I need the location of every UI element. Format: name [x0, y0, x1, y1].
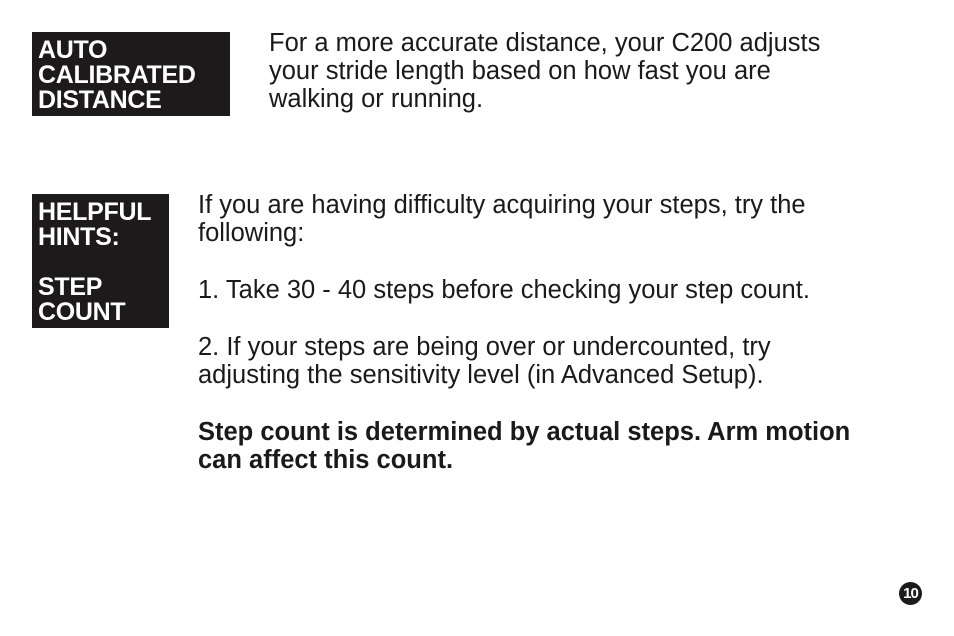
text-line: 2. If your steps are being over or undercounted, try	[198, 333, 771, 361]
label-line: HINTS:	[38, 223, 120, 251]
label-line: STEP	[38, 273, 103, 301]
label-line: DISTANCE	[38, 86, 162, 114]
text-line: walking or running.	[269, 85, 484, 113]
hints-intro-paragraph	[198, 191, 806, 247]
text-line: 1. Take 30 - 40 steps before checking your step count.	[198, 276, 810, 304]
hint-item-2	[198, 333, 771, 389]
label-line: HELPFUL	[38, 198, 152, 226]
label-line: AUTO	[38, 36, 108, 64]
page-number-badge: 10	[899, 582, 922, 605]
hint-item-1	[198, 276, 810, 304]
label-line: CALIBRATED	[38, 61, 196, 89]
auto-calibrated-distance-label	[32, 32, 230, 116]
text-line: your stride length based on how fast you are	[269, 57, 771, 85]
step-count-note	[198, 418, 850, 474]
text-line: For a more accurate distance, your C200 adjusts	[269, 29, 821, 57]
helpful-hints-step-count-label	[32, 194, 169, 328]
auto-calibrated-distance-text	[269, 29, 820, 113]
label-spacer	[38, 250, 163, 275]
text-line: following:	[198, 219, 305, 247]
text-line: Step count is determined by actual steps. Arm motion	[198, 418, 851, 446]
text-line: can affect this count.	[198, 446, 454, 474]
text-line: If you are having difficulty acquiring your steps, try the	[198, 191, 806, 219]
label-line: COUNT	[38, 298, 126, 326]
text-line: adjusting the sensitivity level (in Advanced Setup).	[198, 361, 764, 389]
